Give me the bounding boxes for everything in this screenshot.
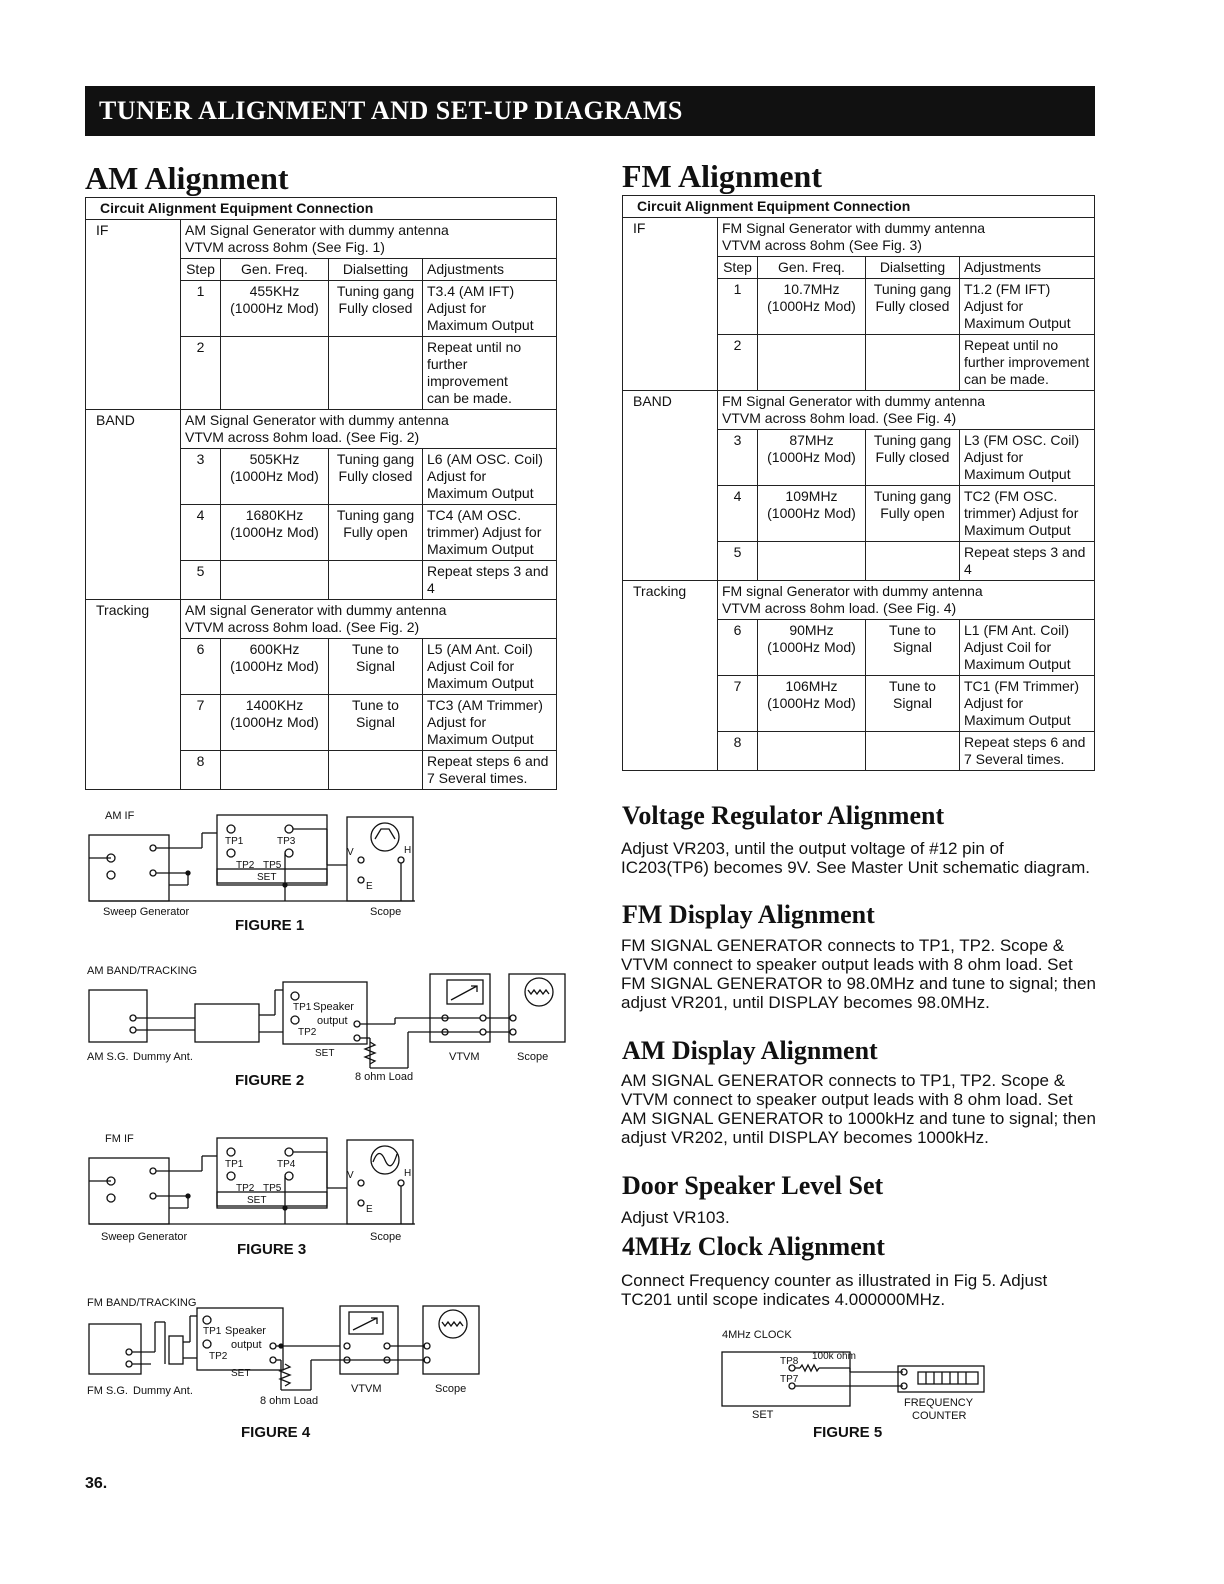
fm-display-text: FM SIGNAL GENERATOR connects to TP1, TP2. Scope & VTVM connect to speaker output leads with 8 ohm load. Set FM SIGNAL GENERATOR to 98.0MHz and tune to signal; then adjust VR201, until DISPLAY becomes 98.0MHz. <box>621 936 1096 1012</box>
fm-col-adj: Adjustments <box>960 257 1095 279</box>
svg-text:VTVM: VTVM <box>449 1051 480 1063</box>
svg-text:SET: SET <box>247 1195 267 1206</box>
svg-text:TP4: TP4 <box>277 1159 296 1170</box>
page-banner: TUNER ALIGNMENT AND SET-UP DIAGRAMS <box>85 86 1095 136</box>
door-speaker-title: Door Speaker Level Set <box>622 1171 884 1200</box>
frequency-counter-box <box>898 1366 984 1392</box>
scope-box <box>509 974 565 1042</box>
figure-3 <box>85 1128 425 1260</box>
svg-text:TP1: TP1 <box>225 1159 244 1170</box>
am-alignment-title: AM Alignment <box>85 160 289 196</box>
dummy-antenna-box <box>169 1336 183 1364</box>
svg-text:E: E <box>366 881 373 892</box>
figure-2-caption: FIGURE 2 <box>235 1072 305 1089</box>
svg-text:Scope: Scope <box>370 906 402 918</box>
svg-text:SET: SET <box>231 1368 251 1379</box>
svg-text:TP2: TP2 <box>236 860 255 871</box>
svg-text:Sweep Generator: Sweep Generator <box>103 906 190 918</box>
fm-col-dial: Dialsetting <box>866 257 960 279</box>
figure-5-caption: FIGURE 5 <box>813 1424 883 1441</box>
figure-2 <box>85 960 575 1090</box>
am-col-adj: Adjustments <box>423 259 557 281</box>
fig2-label: AM BAND/TRACKING <box>87 965 198 977</box>
svg-text:TP1: TP1 <box>203 1326 222 1337</box>
svg-text:COUNTER: COUNTER <box>912 1410 967 1422</box>
svg-text:TP7: TP7 <box>780 1374 799 1385</box>
svg-text:FM S.G.: FM S.G. <box>87 1385 128 1397</box>
svg-text:Dummy Ant.: Dummy Ant. <box>133 1051 193 1063</box>
figure-4 <box>85 1292 485 1444</box>
fm-col-freq: Gen. Freq. <box>758 257 866 279</box>
scope-box <box>423 1306 479 1374</box>
svg-text:E: E <box>366 1204 373 1215</box>
table-row: 8 Repeat steps 6 and 7 Several times. <box>86 751 557 790</box>
svg-text:100k ohm: 100k ohm <box>812 1351 856 1362</box>
table-row: 7 106MHz (1000Hz Mod) Tune to Signal TC1 (FM Trimmer) Adjust for Maximum Output <box>623 676 1095 732</box>
table-row: 4 1680KHz (1000Hz Mod) Tuning gang Fully open TC4 (AM OSC. trimmer) Adjust for Maximum Output <box>86 505 557 561</box>
svg-text:Scope: Scope <box>435 1383 467 1395</box>
svg-text:TP5: TP5 <box>263 860 282 871</box>
table-row: 6 600KHz (1000Hz Mod) Tune to Signal L5 (AM Ant. Coil) Adjust Coil for Maximum Output <box>86 639 557 695</box>
page-number: 36. <box>85 1475 108 1492</box>
am-table-header: Circuit Alignment Equipment Connection <box>86 198 557 220</box>
svg-text:TP1: TP1 <box>225 836 244 847</box>
svg-text:Speaker: Speaker <box>313 1001 354 1013</box>
waveform-icon <box>373 1153 397 1165</box>
svg-text:Sweep Generator: Sweep Generator <box>101 1231 188 1243</box>
svg-text:Scope: Scope <box>517 1051 549 1063</box>
table-row: 4 109MHz (1000Hz Mod) Tuning gang Fully open TC2 (FM OSC. trimmer) Adjust for Maximum Output <box>623 486 1095 542</box>
clock-alignment-text: Connect Frequency counter as illustrated in Fig 5. Adjust TC201 until scope indicates 4.000000MHz. <box>621 1271 1048 1309</box>
fig5-label: 4MHz CLOCK <box>722 1329 792 1341</box>
meter-needle-icon <box>353 1318 377 1330</box>
fig3-label: FM IF <box>105 1133 134 1145</box>
svg-text:V: V <box>347 847 354 858</box>
svg-text:AM S.G.: AM S.G. <box>87 1051 129 1063</box>
am-band-connection: AM Signal Generator with dummy antenna VTVM across 8ohm load. (See Fig. 2) <box>181 410 557 449</box>
fm-col-step: Step <box>718 257 758 279</box>
svg-text:VTVM: VTVM <box>351 1383 382 1395</box>
svg-text:8 ohm Load: 8 ohm Load <box>260 1395 319 1407</box>
svg-text:TP2: TP2 <box>209 1351 228 1362</box>
svg-text:V: V <box>347 1170 354 1181</box>
waveform-icon <box>528 990 549 994</box>
fm-sg-box <box>89 1324 141 1374</box>
table-row: 2 Repeat until no further improvement can be made. <box>86 337 557 410</box>
figure-1-caption: FIGURE 1 <box>235 917 305 934</box>
svg-text:Speaker: Speaker <box>225 1325 266 1337</box>
am-col-dial: Dialsetting <box>329 259 423 281</box>
set-box <box>283 982 367 1044</box>
figure-3-caption: FIGURE 3 <box>237 1241 307 1258</box>
table-row: 5 Repeat steps 3 and 4 <box>86 561 557 600</box>
waveform-icon <box>442 1322 463 1326</box>
table-row: 5 Repeat steps 3 and 4 <box>623 542 1095 581</box>
dummy-antenna-box <box>195 1004 259 1042</box>
svg-text:Scope: Scope <box>370 1231 402 1243</box>
table-row: 1 455KHz (1000Hz Mod) Tuning gang Fully closed T3.4 (AM IFT) Adjust for Maximum Output <box>86 281 557 337</box>
am-col-step: Step <box>181 259 221 281</box>
svg-text:8 ohm Load: 8 ohm Load <box>355 1071 414 1083</box>
fm-if-connection: FM Signal Generator with dummy antenna VTVM across 8ohm (See Fig. 3) <box>718 218 1095 257</box>
am-display-title: AM Display Alignment <box>622 1036 878 1065</box>
meter-needle-icon <box>451 986 477 1000</box>
svg-text:Dummy Ant.: Dummy Ant. <box>133 1385 193 1397</box>
clock-alignment-title: 4MHz Clock Alignment <box>622 1232 885 1261</box>
fm-tracking-connection: FM signal Generator with dummy antenna VTVM across 8ohm load. (See Fig. 4) <box>718 581 1095 620</box>
am-tracking-connection: AM signal Generator with dummy antenna VTVM across 8ohm load. (See Fig. 2) <box>181 600 557 639</box>
am-alignment-table <box>85 197 557 790</box>
fm-alignment-title: FM Alignment <box>622 158 822 194</box>
scope-box <box>347 1140 413 1224</box>
am-display-text: AM SIGNAL GENERATOR connects to TP1, TP2. Scope & VTVM connect to speaker output leads with 8 ohm load. Set AM SIGNAL GENERATOR to 1000kHz and tune to signal; then adjust VR202, until DISPLAY becomes 1000kHz. <box>621 1071 1096 1147</box>
sweep-generator-box <box>89 835 169 901</box>
am-sg-box <box>89 990 147 1042</box>
am-col-freq: Gen. Freq. <box>221 259 329 281</box>
table-row: 3 505KHz (1000Hz Mod) Tuning gang Fully closed L6 (AM OSC. Coil) Adjust for Maximum Output <box>86 449 557 505</box>
vreg-title: Voltage Regulator Alignment <box>622 801 945 830</box>
svg-text:H: H <box>404 845 412 856</box>
vreg-text: Adjust VR203, until the output voltage of #12 pin of IC203(TP6) becomes 9V. See Master Unit schematic diagram. <box>621 839 1090 877</box>
svg-text:TP2: TP2 <box>298 1027 317 1038</box>
counter-display-icon <box>918 1372 978 1384</box>
table-row: 3 87MHz (1000Hz Mod) Tuning gang Fully closed L3 (FM OSC. Coil) Adjust for Maximum Output <box>623 430 1095 486</box>
am-if-label: IF <box>86 220 181 410</box>
figure-5 <box>718 1326 998 1444</box>
table-row: 2 Repeat until no further improvement can be made. <box>623 335 1095 391</box>
svg-text:output: output <box>317 1015 348 1027</box>
door-speaker-text: Adjust VR103. <box>621 1208 730 1227</box>
fm-band-connection: FM Signal Generator with dummy antenna VTVM across 8ohm load. (See Fig. 4) <box>718 391 1095 430</box>
fig4-label: FM BAND/TRACKING <box>87 1297 197 1309</box>
svg-text:TP2: TP2 <box>236 1183 255 1194</box>
am-tracking-label: Tracking <box>86 600 181 790</box>
fig1-label: AM IF <box>105 810 135 822</box>
fm-alignment-table <box>622 195 1095 771</box>
svg-text:SET: SET <box>752 1409 774 1421</box>
fm-if-label: IF <box>623 218 718 391</box>
resistor-100k <box>800 1365 819 1371</box>
am-band-label: BAND <box>86 410 181 600</box>
table-row: 6 90MHz (1000Hz Mod) Tune to Signal L1 (FM Ant. Coil) Adjust Coil for Maximum Output <box>623 620 1095 676</box>
figure-1 <box>85 805 425 935</box>
fm-table-header: Circuit Alignment Equipment Connection <box>623 196 1095 218</box>
svg-text:SET: SET <box>257 872 277 883</box>
svg-text:TP8: TP8 <box>780 1356 799 1367</box>
svg-text:TP3: TP3 <box>277 836 296 847</box>
fm-tracking-label: Tracking <box>623 581 718 771</box>
fm-band-label: BAND <box>623 391 718 581</box>
svg-text:output: output <box>231 1339 262 1351</box>
waveform-icon <box>375 829 395 839</box>
table-row: 1 10.7MHz (1000Hz Mod) Tuning gang Fully closed T1.2 (FM IFT) Adjust for Maximum Output <box>623 279 1095 335</box>
fm-display-title: FM Display Alignment <box>622 900 875 929</box>
sweep-generator-box <box>89 1158 169 1224</box>
svg-text:FREQUENCY: FREQUENCY <box>904 1397 974 1409</box>
figure-4-caption: FIGURE 4 <box>241 1424 311 1441</box>
table-row: 7 1400KHz (1000Hz Mod) Tune to Signal TC3 (AM Trimmer) Adjust for Maximum Output <box>86 695 557 751</box>
am-if-connection: AM Signal Generator with dummy antenna VTVM across 8ohm (See Fig. 1) <box>181 220 557 259</box>
svg-text:TP1: TP1 <box>293 1002 312 1013</box>
svg-text:TP5: TP5 <box>263 1183 282 1194</box>
table-row: 8 Repeat steps 6 and 7 Several times. <box>623 732 1095 771</box>
svg-text:H: H <box>404 1168 412 1179</box>
svg-text:SET: SET <box>315 1048 335 1059</box>
